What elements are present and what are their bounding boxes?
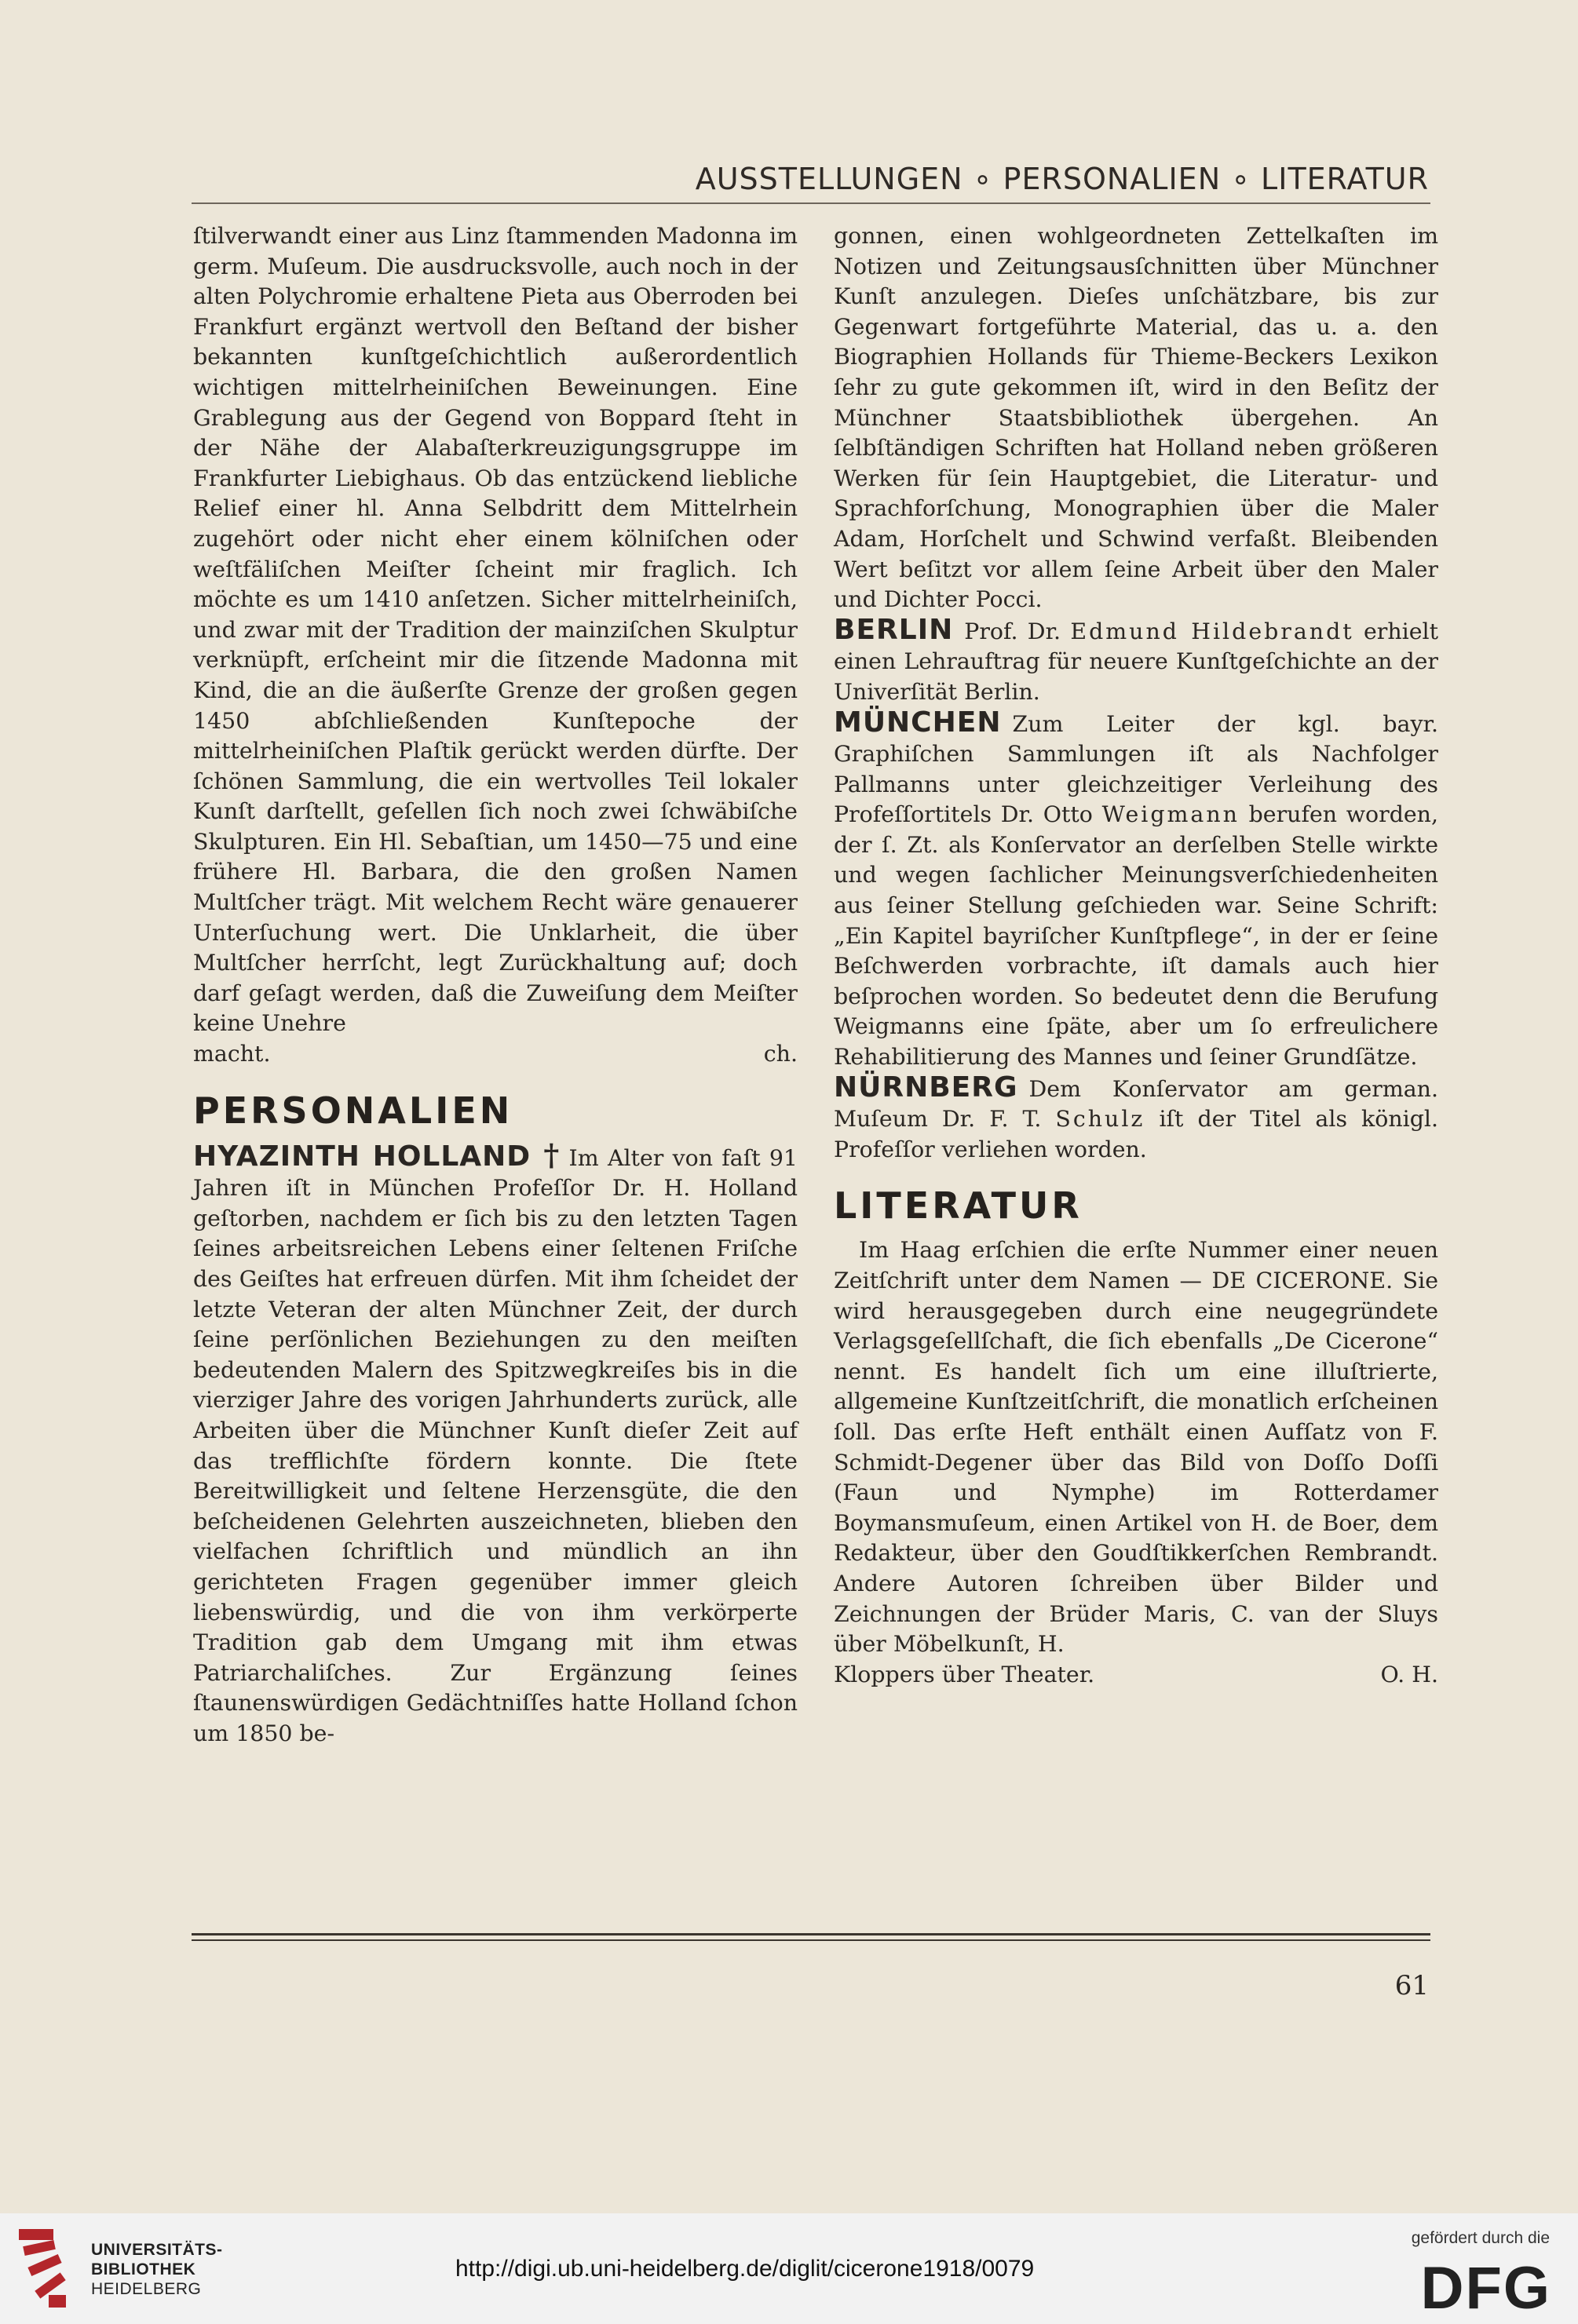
library-name-line-1: UNIVERSITÄTS-	[91, 2241, 223, 2259]
nuernberg-text-1: Dem Konſervator am german. Muſeum Dr. F. T.	[834, 1075, 1438, 1133]
berlin-prefix: Prof. Dr.	[964, 618, 1061, 644]
literatur-last-words: Kloppers über Theater.	[834, 1661, 1095, 1687]
university-library-name	[91, 2240, 223, 2299]
muenchen-entry	[834, 708, 1438, 1073]
nuernberg-entry	[834, 1073, 1438, 1166]
berlin-text: erhielt einen Lehrauftrag für neuere Kunſtgeſchichte an der Univerſität Berlin.	[834, 618, 1438, 705]
footer-rule-top	[192, 1933, 1430, 1935]
nuernberg-person: Schulz	[1055, 1106, 1145, 1133]
permalink-url[interactable]: http://digi.ub.uni-heidelberg.de/diglit/cicerone1918/0079	[455, 2256, 1035, 2282]
literatur-signature: O. H.	[1380, 1661, 1438, 1687]
nuernberg-text-2: iſt der Titel als königl. Profeſſor verliehen worden.	[834, 1106, 1438, 1162]
exhibition-last-words: macht.	[193, 1041, 271, 1067]
muenchen-city: MÜNCHEN	[834, 706, 1002, 739]
literatur-heading: LITERATUR	[834, 1184, 1083, 1228]
exhibition-text: ſtilverwandt einer aus Linz ſtammenden Madonna im germ. Muſeum. Die ausdrucksvolle, auch noch in der alten Polychromie erhaltene Pieta aus Oberroden bei Frankfurt ergänzt wertvoll den Beſtand der bisher bekannten kunſtgeſchichtlich außerordentlich wichtigen mittelrheiniſchen Beweinungen. Eine Grablegung aus der Gegend von Boppard ſteht in der Nähe der Alabaſterkreuzigungsgruppe im Frankfurter Liebighaus. Ob das entzückend liebliche Relief einer hl. Anna Selbdritt dem Mittelrhein zugehört oder nicht eher einem kölniſchen oder weſtfäliſchen Meiſter ſcheint mir fraglich. Ich möchte es um 1410 anſetzen. Sicher mittelrheiniſch, und zwar mit der Tradition der mainziſchen Skulptur verknüpft, erſcheint mir die ſitzende Madonna mit Kind, die an die äußerſte Grenze der großen gegen 1450 abſchließenden Kunſtepoche der mittelrheiniſchen Plaſtik gerückt werden dürfte. Der ſchönen Sammlung, die ein wertvolles Teil lokaler Kunſt darſtellt, geſellen ſich noch zwei ſchwäbiſche Skulpturen. Ein Hl. Sebaſtian, um 1450—75 und eine frühere Hl. Barbara, die den großen Namen Multſcher trägt. Mit welchem Recht wäre genauerer Unterſuchung wert. Die Unklarheit, die über Multſcher herrſcht, legt Zurückhaltung auf; doch darf geſagt werden, daß die Zuweiſung dem Meiſter keine Unehre	[193, 223, 798, 1037]
nuernberg-city: NÜRNBERG	[834, 1071, 1018, 1104]
berlin-person: Edmund Hildebrandt	[1070, 618, 1354, 644]
header-rule	[192, 202, 1430, 204]
funding-note: gefördert durch die	[1411, 2229, 1550, 2247]
death-cross-symbol: †	[542, 1136, 561, 1173]
exhibition-closing-line	[193, 1039, 798, 1070]
digitization-footer	[0, 2213, 1578, 2324]
muenchen-text-1: Zum Leiter der kgl. bayr. Graphiſchen Sammlungen iſt als Nachfolger Pallmanns unter gleichzeitiger Verleihung des Profeſſortitels Dr. Otto	[834, 710, 1438, 828]
obituary-entry	[193, 1136, 798, 1749]
footer-rule-bottom	[192, 1939, 1430, 1941]
left-column	[193, 221, 798, 1749]
obituary-name: HYAZINTH HOLLAND	[193, 1140, 531, 1173]
page-number: 61	[1394, 1970, 1429, 2001]
running-head: AUSSTELLUNGEN ∘ PERSONALIEN ∘ LITERATUR	[695, 162, 1429, 196]
berlin-city: BERLIN	[834, 613, 954, 646]
dfg-logo: DFG	[1420, 2255, 1551, 2322]
university-library-logo-icon	[17, 2226, 72, 2312]
muenchen-person: Weigmann	[1101, 801, 1240, 828]
muenchen-text-2: berufen worden, der ſ. Zt. als Konſervator an derſelben Stelle wirkte und wegen ſachlicher Meinungsverſchiedenheiten aus ſeiner Stellung geſchieden war. Seine Schrift: „Ein Kapitel bayriſcher Kunſtpflege“, in der er ſeine Beſchwerden vorbrachte, iſt damals auch hier beſprochen worden. So bedeutet denn die Berufung Weigmanns eine ſpäte, aber um ſo erfreulichere Rehabilitierung des Mannes und ſeiner Grundſätze.	[834, 801, 1438, 1071]
literatur-text: Im Haag erſchien die erſte Nummer einer neuen Zeitſchrift unter dem Namen — DE CICERONE. Sie wird herausgegeben durch eine neugegründete Verlagsgeſellſchaft, die ſich ebenfalls „De Cicerone“ nennt. Es handelt ſich um eine illuſtrierte, allgemeine Kunſtzeitſchrift, die monatlich erſcheinen ſoll. Das erſte Heft enthält einen Aufſatz von F. Schmidt-Degener über das Bild von Doſſo Doſſi (Faun und Nymphe) im Rotterdamer Boymansmuſeum, einen Artikel von H. de Boer, dem Redakteur, über den Goudſtikkerſchen Rembrandt. Andere Autoren ſchreiben über Bilder und Zeichnungen der Brüder Maris, C. van der Sluys über Möbelkunſt, H.	[834, 1237, 1438, 1658]
exhibition-signature: ch.	[763, 1041, 798, 1067]
literatur-closing-line	[834, 1660, 1438, 1691]
obituary-continued: gonnen, einen wohlgeordneten Zettelkaſten im Notizen und Zeitungsausſchnitten über Münchner Kunſt anzulegen. Dieſes unſchätzbare, bis zur Gegenwart fortgeführte Material, das u. a. den Biographien Hollands für Thieme-Beckers Lexikon ſehr zu gute gekommen iſt, wird in den Beſitz der Münchner Staatsbibliothek übergehen. An ſelbſtändigen Schriften hat Holland neben größeren Werken für ſein Hauptgebiet, die Literatur- und Sprachforſchung, Monographien über die Maler Adam, Horſchelt und Schwind verfaßt. Bleibenden Wert beſitzt vor allem ſeine Arbeit über den Maler und Dichter Pocci.	[834, 223, 1438, 613]
library-name-line-2: BIBLIOTHEK	[91, 2260, 196, 2278]
personalien-heading: PERSONALIEN	[193, 1089, 513, 1132]
obituary-text: Im Alter von faſt 91 Jahren iſt in München Profeſſor Dr. H. Holland geſtorben, nachdem er ſich bis zu den letzten Tagen ſeines arbeitsreichen Lebens einer ſeltenen Friſche des Geiſtes hat erfreuen dürfen. Mit ihm ſcheidet der letzte Veteran der alten Münchner Zeit, der durch ſeine perſönlichen Beziehungen zu den meiſten bedeutenden Malern des Spitzwegkreiſes bis in die vierziger Jahre des vorigen Jahrhunderts zurück, alle Arbeiten über die Münchner Kunſt dieſer Zeit auf das trefflichſte fördern konnte. Die ſtete Bereitwilligkeit und ſeltene Herzensgüte, die den beſcheidenen Gelehrten auszeichneten, blieben den vielfachen ſchriftlich und mündlich an ihn gerichteten Fragen gegenüber immer gleich liebenswürdig, und die von ihm verkörperte Tradition gab dem Umgang mit ihm etwas Patriarchaliſches. Zur Ergänzung ſeines ſtaunenswürdigen Gedächtniſſes hatte Holland ſchon um 1850 be-	[193, 1144, 798, 1746]
right-column	[834, 221, 1438, 1690]
berlin-entry	[834, 615, 1438, 708]
library-name-line-3: HEIDELBERG	[91, 2280, 202, 2298]
